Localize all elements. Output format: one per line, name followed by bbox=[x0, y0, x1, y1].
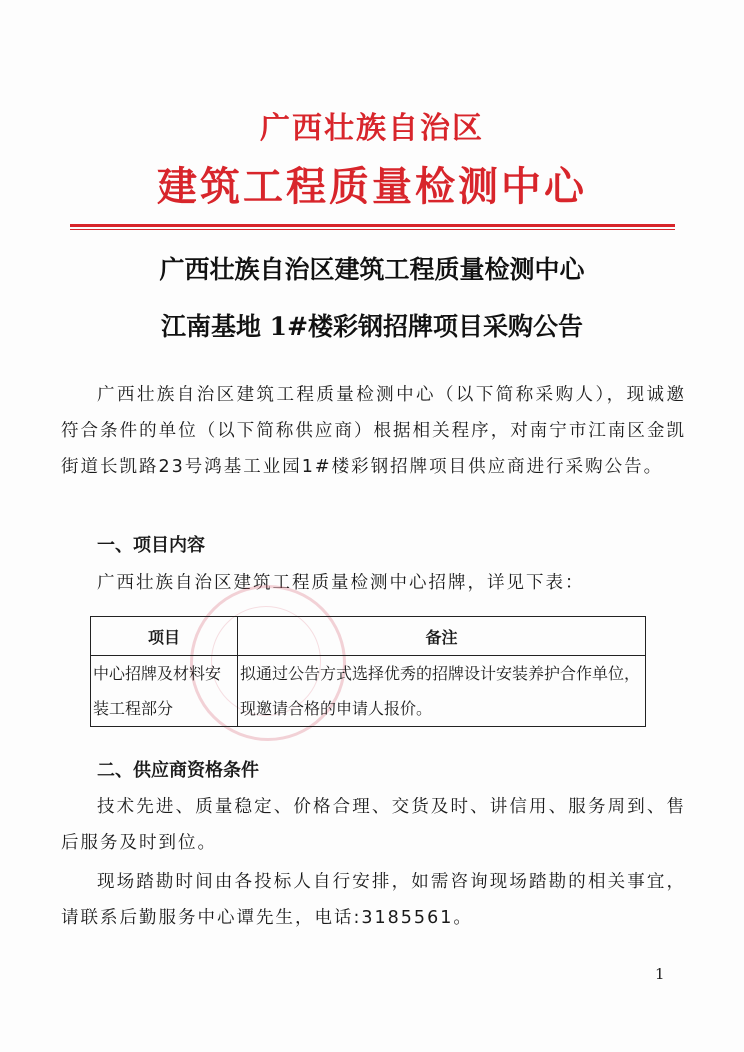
site-visit-paragraph: 现场踏勘时间由各投标人自行安排，如需咨询现场踏勘的相关事宜，请联系后勤服务中心谭先生，电话:3185561。 bbox=[61, 872, 686, 928]
document-title-line1: 广西壮族自治区建筑工程质量检测中心 bbox=[159, 255, 585, 284]
project-table bbox=[90, 616, 646, 727]
table-header-project: 项目 bbox=[91, 617, 238, 656]
section2-heading: 二、供应商资格条件 bbox=[97, 760, 259, 781]
table-intro-text: 广西壮族自治区建筑工程质量检测中心招牌，详见下表： bbox=[97, 573, 585, 593]
section1-heading: 一、项目内容 bbox=[97, 535, 205, 556]
table-header-remarks: 备注 bbox=[238, 617, 646, 656]
table-cell-remarks: 拟通过公告方式选择优秀的招牌设计安装养护合作单位，现邀请合格的申请人报价。 bbox=[238, 656, 646, 727]
intro-paragraph: 广西壮族自治区建筑工程质量检测中心（以下简称采购人），现诚邀符合条件的单位（以下简称供应商）根据相关程序，对南宁市江南区金凯街道长凯路23号鸿基工业园1#楼彩钢招牌项目供应商进行采购公告。 bbox=[61, 385, 686, 477]
qualification-paragraph: 技术先进、质量稳定、价格合理、交货及时、讲信用、服务周到、售后服务及时到位。 bbox=[61, 797, 686, 853]
letterhead-red-rule-thin bbox=[70, 229, 675, 230]
letterhead-red-rule bbox=[70, 224, 675, 227]
document-title-line2: 江南基地 1#楼彩钢招牌项目采购公告 bbox=[160, 312, 584, 341]
letterhead-region: 广西壮族自治区 bbox=[260, 111, 484, 146]
page-number: 1 bbox=[655, 965, 665, 983]
table-cell-project: 中心招牌及材料安装工程部分 bbox=[91, 656, 238, 727]
table-row bbox=[91, 656, 646, 727]
table-header-row bbox=[91, 617, 646, 656]
letterhead-organization: 建筑工程质量检测中心 bbox=[157, 163, 587, 210]
